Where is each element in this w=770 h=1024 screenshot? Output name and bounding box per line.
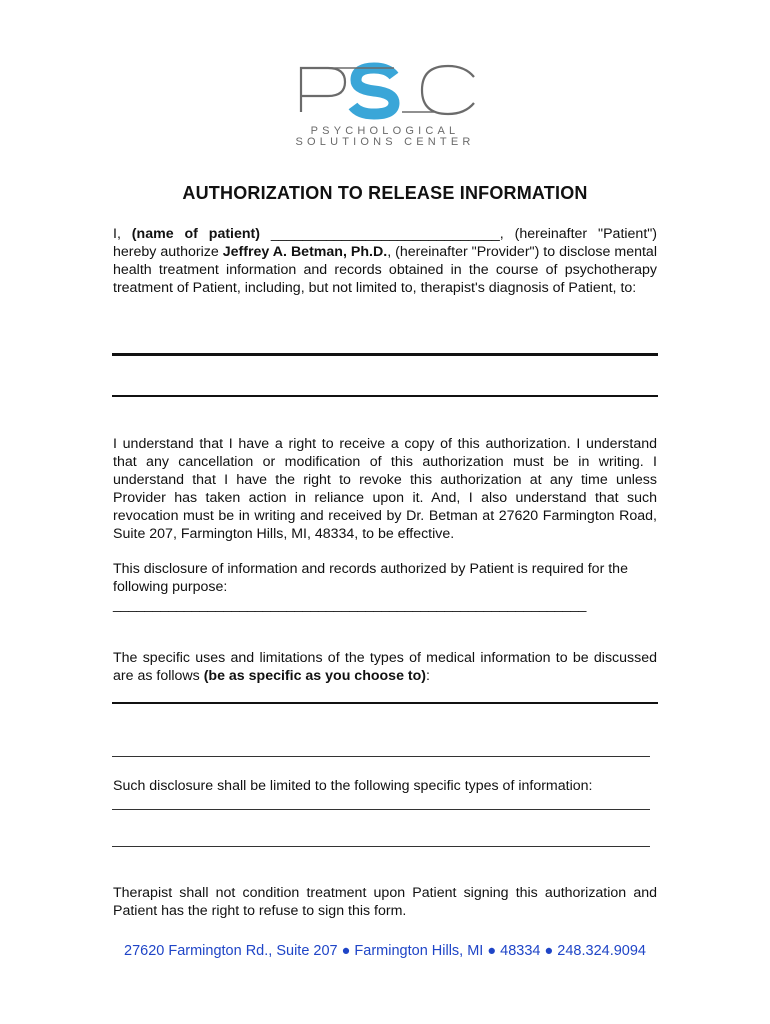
recipient-line-1 — [112, 353, 658, 356]
rights-paragraph: I understand that I have a right to receive a copy of this authorization. I understand that any cancellation or modification of this authorization must be in writing. I understand that I have the right to revoke this authorization at any time unless Provider has taken action in reliance upon it. And, I also understand that such revocation must be in writing and received by Dr. Betman at 27620 Farmington Road, Suite 207, Farmington Hills, MI, 48334, to be effective. — [113, 436, 657, 542]
uses-line-2 — [112, 756, 650, 757]
provider-name: Jeffrey A. Betman, Ph.D. — [222, 244, 388, 260]
document-title: AUTHORIZATION TO RELEASE INFORMATION — [182, 183, 588, 203]
uses-line-1 — [112, 702, 658, 704]
recipient-line-2 — [112, 395, 658, 397]
intro-rest: , (hereinafter "Provider") to disclose mental health treatment information and records obtained in the course of psychotherapy treatment of Patient, including, but not limited to, therapist's diagnosis of Patient, to: — [113, 244, 657, 296]
purpose-paragraph — [113, 560, 657, 614]
condition-paragraph: Therapist shall not condition treatment upon Patient signing this authorization and Patient has the right to refuse to sign this form. — [113, 885, 657, 919]
purpose-blank: ____________________________________________________________ — [113, 597, 587, 613]
patient-name-label: (name of patient) — [131, 226, 261, 242]
intro-lead: I, — [113, 226, 132, 242]
types-line-2 — [112, 846, 650, 847]
logo-tagline-line1: PSYCHOLOGICAL — [310, 125, 460, 137]
logo-tagline-line2: SOLUTIONS CENTER — [295, 136, 475, 148]
uses-bold: (be as specific as you choose to) — [203, 668, 427, 684]
types-paragraph: Such disclosure shall be limited to the following specific types of information: — [113, 778, 593, 794]
psc-logo-mark — [290, 60, 490, 120]
uses-end: : — [426, 668, 430, 684]
uses-text: The specific uses and limitations of the types of medical information to be discussed are as follows — [113, 650, 657, 684]
footer-address: 27620 Farmington Rd., Suite 207 ● Farmington Hills, MI ● 48334 ● 248.324.9094 — [124, 943, 646, 959]
types-line-1 — [112, 809, 650, 810]
uses-paragraph — [113, 649, 657, 685]
purpose-text: This disclosure of information and records authorized by Patient is required for the following purpose: — [113, 561, 628, 595]
patient-name-blank: _____________________________ — [260, 226, 500, 242]
intro-after-blank: , (hereinafter "Patient") hereby authorize — [113, 226, 658, 260]
intro-paragraph — [113, 225, 657, 297]
